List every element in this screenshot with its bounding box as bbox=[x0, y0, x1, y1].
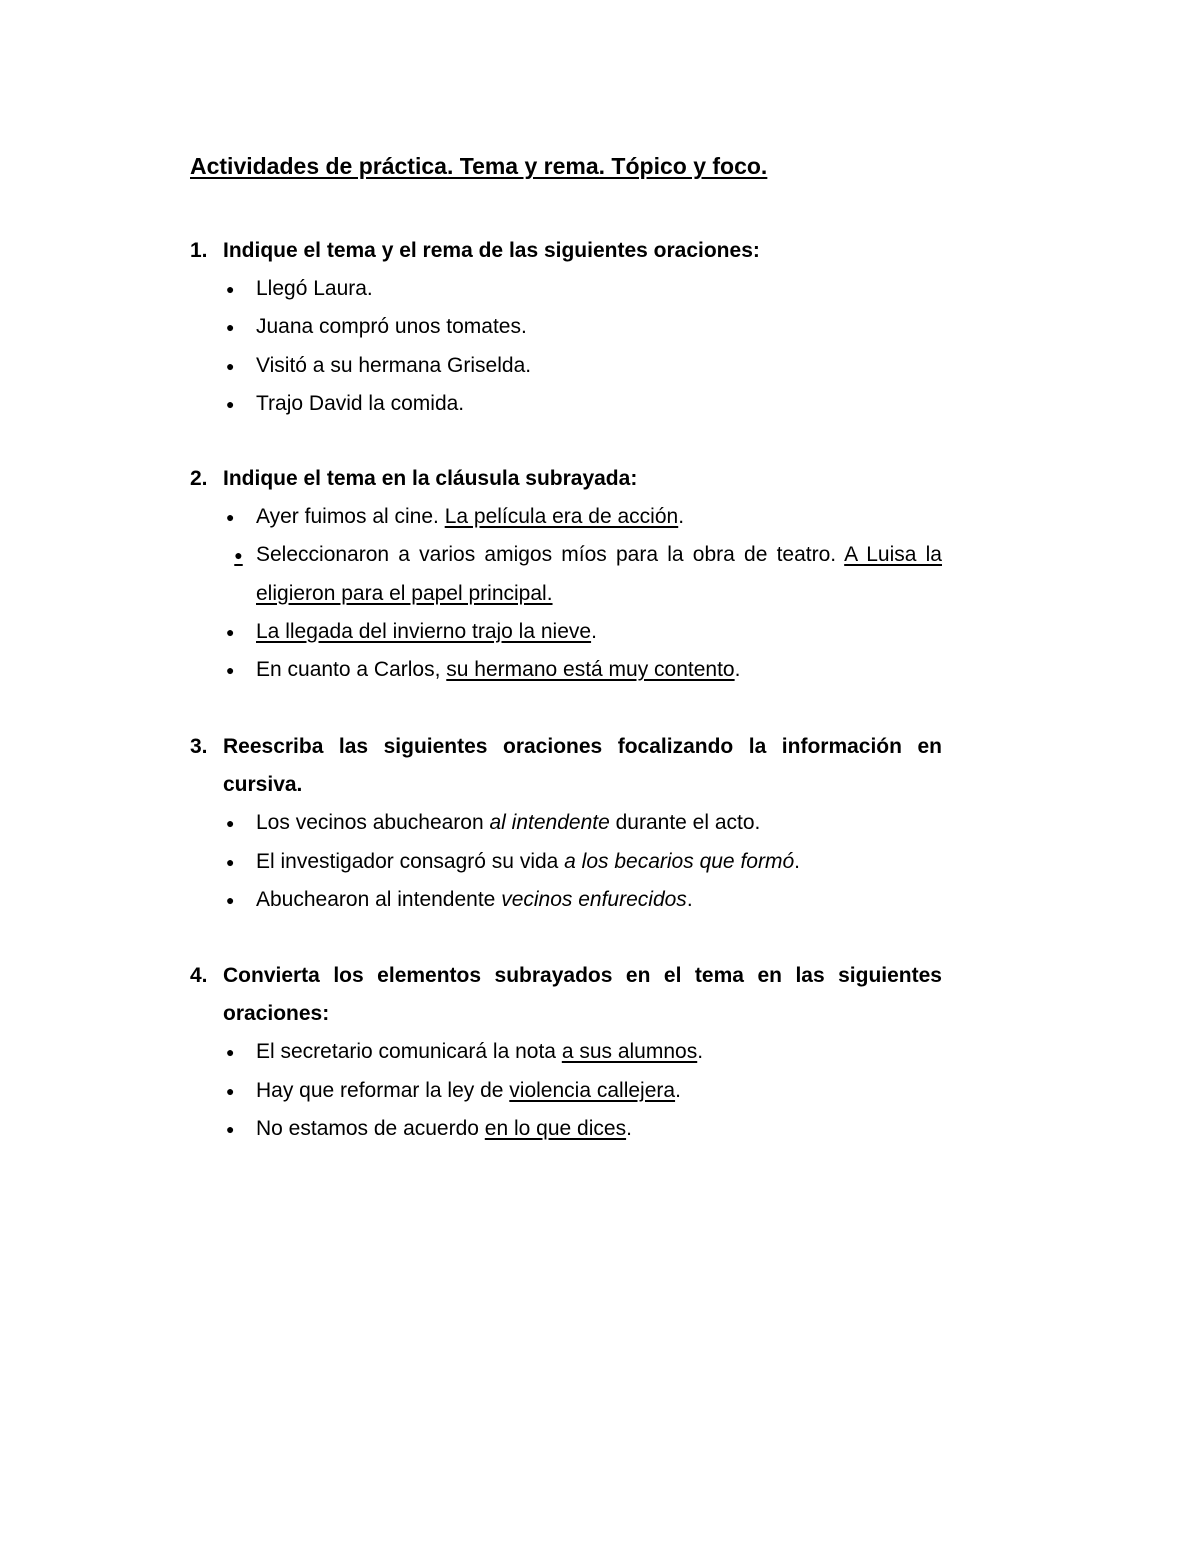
sentence-text: Seleccionaron a varios amigos míos para la obra de teatro. A Luisa la eligieron para el papel principal. bbox=[256, 543, 942, 605]
bullet-icon: ● bbox=[226, 281, 235, 298]
list-item bbox=[190, 270, 942, 308]
bullet-icon: ● bbox=[226, 853, 235, 870]
bullet-icon: ● bbox=[226, 509, 235, 526]
list-item bbox=[190, 385, 942, 423]
question-text: Indique el tema y el rema de las siguientes oraciones: bbox=[223, 239, 760, 262]
sentence-text: Llegó Laura. bbox=[256, 277, 373, 301]
list-item bbox=[190, 347, 942, 385]
question-number: 2. bbox=[190, 467, 208, 490]
underlined-phrase: en lo que dices bbox=[484, 1116, 627, 1140]
underlined-phrase: violencia callejera bbox=[509, 1078, 676, 1102]
question-1 bbox=[190, 232, 942, 423]
bullet-icon: ● bbox=[226, 1044, 235, 1061]
bullet-icon: ● bbox=[226, 1082, 235, 1099]
bullet-icon: ● bbox=[226, 395, 235, 412]
question-heading bbox=[190, 460, 942, 498]
underlined-clause: La llegada del invierno trajo la nieve bbox=[256, 619, 592, 643]
list-item bbox=[190, 843, 942, 881]
bullet-icon: ● bbox=[234, 547, 243, 564]
sentence-list bbox=[190, 498, 942, 689]
sentence-text: La llegada del invierno trajo la nieve. bbox=[256, 619, 597, 643]
question-text: Reescriba las siguientes oraciones focalizando la información en cursiva. bbox=[223, 735, 942, 797]
list-item bbox=[190, 651, 942, 689]
list-item bbox=[190, 1110, 942, 1148]
underlined-clause: La película era de acción bbox=[444, 505, 679, 529]
question-number: 1. bbox=[190, 239, 208, 262]
sentence-text: Juana compró unos tomates. bbox=[256, 315, 527, 339]
italic-phrase: a los becarios que formó bbox=[564, 849, 795, 873]
italic-phrase: al intendente bbox=[489, 811, 610, 835]
sentence-list bbox=[190, 270, 942, 423]
question-heading bbox=[190, 232, 942, 270]
italic-phrase: vecinos enfurecidos bbox=[501, 887, 687, 911]
sentence-text: Abuchearon al intendente vecinos enfurecidos. bbox=[256, 887, 693, 911]
list-item bbox=[190, 881, 942, 919]
question-3 bbox=[190, 728, 942, 919]
sentence-text: Visitó a su hermana Griselda. bbox=[256, 353, 532, 377]
sentence-text: No estamos de acuerdo en lo que dices. bbox=[256, 1116, 632, 1140]
list-item bbox=[190, 804, 942, 842]
list-item bbox=[190, 498, 942, 536]
sentence-text: Ayer fuimos al cine. La película era de acción. bbox=[256, 505, 685, 529]
underlined-phrase: a sus alumnos bbox=[561, 1040, 698, 1064]
sentence-text: El secretario comunicará la nota a sus alumnos. bbox=[256, 1040, 704, 1064]
question-number: 3. bbox=[190, 735, 208, 758]
bullet-icon: ● bbox=[226, 319, 235, 336]
underlined-clause: su hermano está muy contento bbox=[446, 658, 735, 682]
bullet-icon: ● bbox=[226, 891, 235, 908]
question-2 bbox=[190, 460, 942, 689]
sentence-text: En cuanto a Carlos, su hermano está muy contento. bbox=[256, 658, 741, 682]
list-item bbox=[190, 1072, 942, 1110]
list-item bbox=[190, 1033, 942, 1071]
bullet-icon: ● bbox=[226, 357, 235, 374]
sentence-list bbox=[190, 804, 942, 919]
sentence-list bbox=[190, 1033, 942, 1148]
list-item bbox=[190, 308, 942, 346]
document-title: Actividades de práctica. Tema y rema. Tópico y foco. bbox=[190, 153, 768, 179]
list-item bbox=[190, 613, 942, 651]
bullet-icon: ● bbox=[226, 1120, 235, 1137]
sentence-text: Hay que reformar la ley de violencia callejera. bbox=[256, 1078, 681, 1102]
bullet-icon: ● bbox=[226, 623, 235, 640]
question-text: Indique el tema en la cláusula subrayada: bbox=[223, 467, 638, 490]
underlined-clause: A Luisa la eligieron para el papel principal. bbox=[256, 543, 942, 605]
question-number: 4. bbox=[190, 964, 208, 987]
bullet-icon: ● bbox=[226, 815, 235, 832]
question-heading bbox=[190, 728, 942, 804]
list-item bbox=[190, 536, 942, 612]
question-text: Convierta los elementos subrayados en el tema en las siguientes oraciones: bbox=[223, 964, 942, 1026]
question-4 bbox=[190, 957, 942, 1148]
bullet-icon: ● bbox=[226, 662, 235, 679]
sentence-text: El investigador consagró su vida a los becarios que formó. bbox=[256, 849, 800, 873]
sentence-text: Los vecinos abuchearon al intendente durante el acto. bbox=[256, 811, 761, 835]
sentence-text: Trajo David la comida. bbox=[256, 391, 465, 415]
question-heading bbox=[190, 957, 942, 1033]
